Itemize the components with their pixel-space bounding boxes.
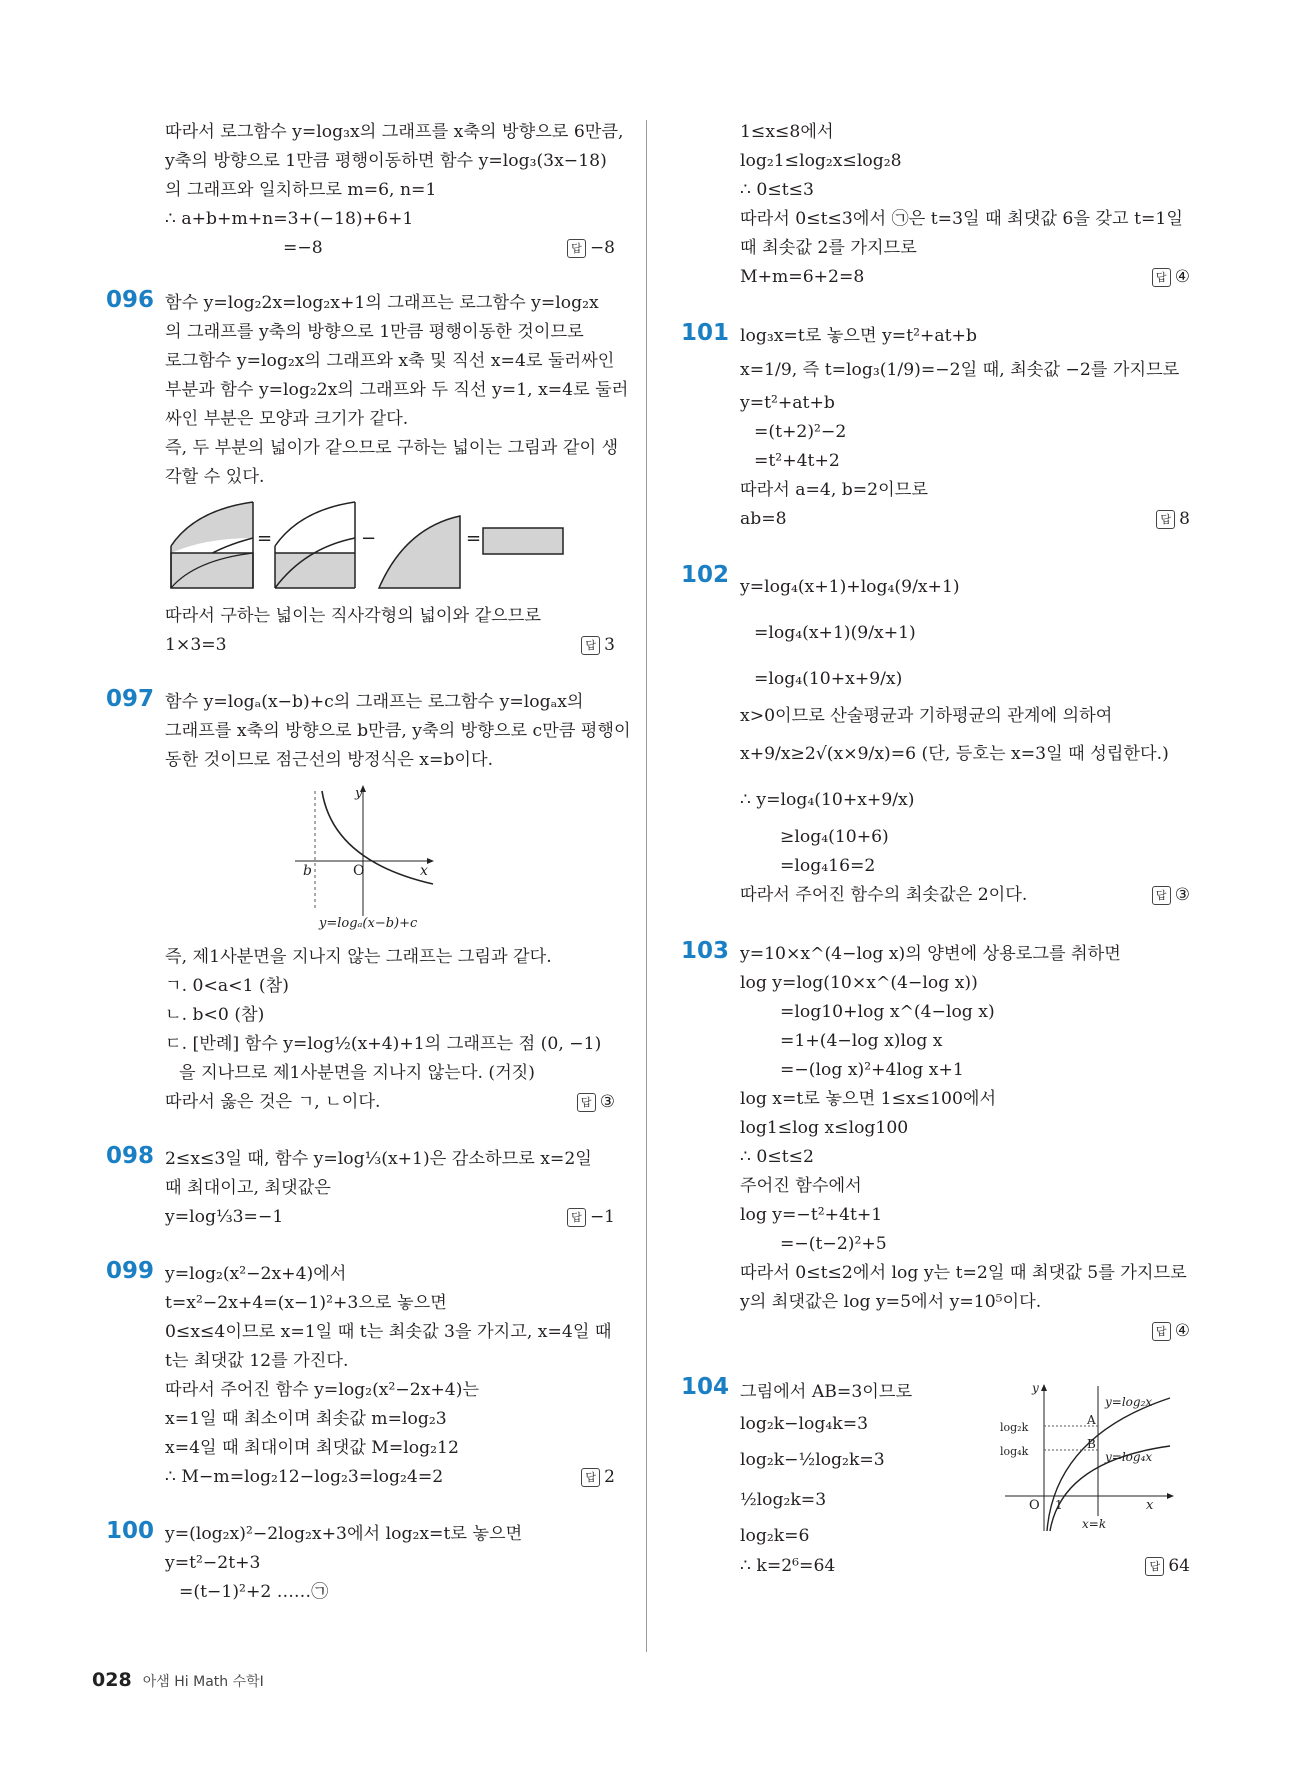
answer-value: ③ [1174, 885, 1190, 905]
text-line: 2≤x≤3일 때, 함수 y=log⅓(x+1)은 감소하므로 x=2일 [165, 1149, 592, 1169]
text-line: log₂1≤log₂x≤log₂8 [740, 151, 902, 171]
curve-label-log4: y=log₄x [1105, 1450, 1153, 1464]
text-line: x=1일 때 최소이며 최솟값 m=log₂3 [165, 1409, 447, 1429]
text-line: ab=8 [740, 509, 787, 529]
text-line: y=log⅓3=−1 [165, 1207, 284, 1227]
log-graph-104 [1000, 1376, 1190, 1536]
text-line: 로그함수 y=log₂x의 그래프와 x축 및 직선 x=4로 둘러싸인 [165, 351, 615, 371]
equals-sign: = [257, 528, 273, 549]
answer-value: 3 [604, 635, 615, 655]
text-line: M+m=6+2=8 [740, 267, 865, 287]
answer-value: 8 [1179, 509, 1190, 529]
text-line: y=log₂(x²−2x+4)에서 [165, 1264, 347, 1284]
text-line: ㄴ. b<0 (참) [165, 1005, 265, 1025]
arrowhead [427, 858, 434, 864]
log2k-label: log₂k [1000, 1421, 1029, 1434]
answer [1152, 881, 1190, 910]
problem-number: 101 [681, 320, 730, 346]
y-axis-label: y [1032, 1381, 1039, 1395]
text-line: log y=−t²+4t+1 [740, 1205, 883, 1225]
text-line: x+9/x≥2√(x×9/x)=6 (단, 등호는 x=3일 때 성립한다.) [740, 744, 1169, 764]
text-line: 부분과 함수 y=log₂2x의 그래프와 두 직선 y=1, x=4로 둘러 [165, 380, 629, 400]
shaded-region [275, 553, 355, 588]
text-line: y축의 방향으로 1만큼 평행이동하면 함수 y=log₃(3x−18) [165, 151, 607, 171]
answer-row [165, 631, 615, 660]
problem-number: 102 [681, 562, 730, 588]
x-equals-k-label: x=k [1082, 1517, 1107, 1531]
text-line: ∴ k=2⁶=64 [740, 1556, 836, 1576]
text-line: =log10+log x^(4−log x) [780, 1002, 995, 1022]
shaded-region [379, 516, 460, 588]
asymptote-label: b [303, 863, 312, 879]
text-line: 때 최대이고, 최댓값은 [165, 1178, 331, 1198]
book-title: 아샘 Hi Math 수학Ⅰ [142, 1674, 264, 1690]
text-line: ½log₂k=3 [740, 1490, 827, 1510]
text-line: 즉, 제1사분면을 지나지 않는 그래프는 그림과 같다. [165, 947, 552, 967]
text-line: 동한 것이므로 점근선의 방정식은 x=b이다. [165, 750, 494, 770]
solution-102 [681, 562, 1190, 910]
arrowhead [1167, 1493, 1174, 1499]
text-line: 따라서 옳은 것은 ㄱ, ㄴ이다. [165, 1092, 381, 1112]
answer-mark: 답 [581, 636, 600, 655]
text-line: ㄱ. 0<a<1 (참) [165, 976, 289, 996]
text-line: 따라서 0≤t≤2에서 log y는 t=2일 때 최댓값 5를 가지므로 [740, 1263, 1187, 1283]
point-b-label: B [1087, 1437, 1096, 1451]
problem-number: 103 [681, 938, 730, 964]
solution-101 [681, 320, 1190, 534]
answer-mark: 답 [567, 1208, 586, 1227]
text-line: y=10×x^(4−log x)의 양변에 상용로그를 취하면 [740, 944, 1121, 964]
text-line: log₂k−½log₂k=3 [740, 1450, 885, 1470]
text-line: log1≤log x≤log100 [740, 1118, 909, 1138]
text-line: 의 그래프를 y축의 방향으로 1만큼 평행이동한 것이므로 [165, 322, 584, 342]
answer [581, 631, 615, 660]
text-line: log₂k=6 [740, 1526, 810, 1546]
text-line: =1+(4−log x)log x [780, 1031, 943, 1051]
text-line: log₂k−log₄k=3 [740, 1414, 869, 1434]
answer-row [165, 1203, 615, 1232]
one-label: 1 [1055, 1498, 1063, 1512]
answer-mark: 답 [1156, 510, 1175, 529]
text-line: =−8 [283, 238, 323, 258]
answer-row [740, 1317, 1190, 1346]
answer-row [165, 234, 615, 263]
answer [567, 1203, 615, 1232]
origin-label: O [353, 863, 365, 879]
text-line: ≥log₄(10+6) [780, 827, 889, 847]
text-line: ∴ 0≤t≤2 [740, 1147, 814, 1167]
text-line: 따라서 0≤t≤3에서 ㉠은 t=3일 때 최댓값 6을 갖고 t=1일 [740, 209, 1183, 229]
answer-mark: 답 [1145, 1557, 1164, 1576]
answer-mark: 답 [1152, 268, 1171, 287]
text-line: ∴ 0≤t≤3 [740, 180, 814, 200]
answer-mark: 답 [577, 1093, 596, 1112]
text-line: =(t−1)²+2 ……㉠ [179, 1582, 329, 1602]
problem-number: 099 [106, 1258, 155, 1284]
text-line: 따라서 주어진 함수 y=log₂(x²−2x+4)는 [165, 1380, 480, 1400]
outline [171, 553, 253, 588]
text-line: ㄷ. [반례] 함수 y=log½(x+4)+1의 그래프는 점 (0, −1) [165, 1034, 602, 1054]
solution-100-continued [695, 118, 1190, 292]
solution-104 [681, 1374, 1190, 1581]
log4k-label: log₄k [1000, 1445, 1029, 1458]
answer-value: 64 [1168, 1556, 1190, 1576]
solution-100 [106, 1518, 615, 1607]
answer-mark: 답 [581, 1468, 600, 1487]
text-line: 각할 수 있다. [165, 467, 265, 487]
shaded-region [275, 502, 355, 553]
text-line: y=t²−2t+3 [165, 1553, 261, 1573]
answer-row [740, 505, 1190, 534]
answer [1152, 1321, 1190, 1341]
answer [581, 1463, 615, 1492]
answer [1156, 505, 1190, 534]
text-line: =log₄(x+1)(9/x+1) [754, 623, 916, 643]
point-a-label: A [1087, 1413, 1096, 1427]
answer [567, 234, 615, 263]
text-line: =(t+2)²−2 [754, 422, 847, 442]
text-line: ∴ a+b+m+n=3+(−18)+6+1 [165, 209, 414, 229]
solution-097 [106, 686, 631, 1117]
answer-row [740, 263, 1190, 292]
text-line: x=1/9, 즉 t=log₃(1/9)=−2일 때, 최솟값 −2를 가지므로 [740, 360, 1180, 380]
answer-value: ③ [599, 1092, 615, 1112]
solution-096 [106, 287, 629, 660]
text-line: t=x²−2x+4=(x−1)²+3으로 놓으면 [165, 1293, 447, 1313]
text-line: 때 최솟값 2를 가지므로 [740, 238, 917, 258]
page-number: 028 [92, 1669, 132, 1691]
log-graph-097 [165, 781, 565, 931]
text-line: =log₄16=2 [780, 856, 876, 876]
x-axis-label: x [1146, 1498, 1154, 1513]
column-divider [646, 120, 647, 1652]
text-line: ∴ y=log₄(10+x+9/x) [740, 790, 915, 810]
x-axis-label: x [420, 863, 428, 879]
right-column [681, 118, 1190, 1581]
text-line: 함수 y=log₂2x=log₂x+1의 그래프는 로그함수 y=log₂x [165, 293, 599, 313]
text-line: 그림에서 AB=3이므로 [740, 1382, 913, 1402]
text-line: y=t²+at+b [740, 393, 835, 413]
solution-103 [681, 938, 1190, 1346]
answer-value: −8 [589, 238, 615, 258]
answer-mark: 답 [1152, 886, 1171, 905]
text-line: y의 최댓값은 log y=5에서 y=10⁵이다. [740, 1292, 1042, 1312]
text-line: 따라서 구하는 넓이는 직사각형의 넓이와 같으므로 [165, 606, 541, 626]
solution-095-continued [120, 118, 624, 263]
text-line: =−(log x)²+4log x+1 [780, 1060, 964, 1080]
problem-number: 098 [106, 1143, 155, 1169]
answer-row [740, 881, 1190, 910]
answer-value: ④ [1174, 1321, 1190, 1341]
text-line: 따라서 로그함수 y=log₃x의 그래프를 x축의 방향으로 6만큼, [165, 122, 624, 142]
text-line: x>0이므로 산술평균과 기하평균의 관계에 의하여 [740, 706, 1113, 726]
text-line: 1≤x≤8에서 [740, 122, 834, 142]
problem-number: 104 [681, 1374, 730, 1400]
problem-number: 097 [106, 686, 155, 712]
text-line: 0≤x≤4이므로 x=1일 때 t는 최솟값 3을 가지고, x=4일 때 [165, 1322, 612, 1342]
area-equivalence-figure [165, 498, 565, 590]
answer-row [165, 1463, 615, 1492]
solution-099 [106, 1258, 615, 1492]
text-line: 따라서 a=4, b=2이므로 [740, 480, 928, 500]
result-rectangle [483, 528, 563, 554]
answer [577, 1088, 615, 1117]
text-line: 싸인 부분은 모양과 크기가 같다. [165, 409, 409, 429]
text-line: y=log₄(x+1)+log₄(9/x+1) [740, 577, 960, 597]
text-line: y=(log₂x)²−2log₂x+3에서 log₂x=t로 놓으면 [165, 1524, 523, 1544]
text-line: x=4일 때 최대이며 최댓값 M=log₂12 [165, 1438, 459, 1458]
text-line: 주어진 함수에서 [740, 1176, 862, 1196]
answer-row [165, 1088, 615, 1117]
answer-mark: 답 [567, 239, 586, 258]
text-line: 따라서 주어진 함수의 최솟값은 2이다. [740, 885, 1028, 905]
text-line: 의 그래프와 일치하므로 m=6, n=1 [165, 180, 437, 200]
text-line: log y=log(10×x^(4−log x)) [740, 973, 978, 993]
problem-number: 100 [106, 1518, 155, 1544]
text-line: 1×3=3 [165, 635, 227, 655]
answer-mark: 답 [1152, 1322, 1171, 1341]
curve-caption: y=logₐ(x−b)+c [319, 916, 418, 931]
text-line: 즉, 두 부분의 넓이가 같으므로 구하는 넓이는 그림과 같이 생 [165, 438, 619, 458]
text-line: =−(t−2)²+5 [780, 1234, 887, 1254]
left-column [106, 118, 631, 1607]
origin-label: O [1029, 1498, 1040, 1513]
answer-value: ④ [1174, 267, 1190, 287]
text-line: log₃x=t로 놓으면 y=t²+at+b [740, 326, 977, 346]
y-axis-label: y [355, 786, 363, 801]
answer-value: 2 [604, 1467, 615, 1487]
text-line: log x=t로 놓으면 1≤x≤100에서 [740, 1089, 997, 1109]
arrowhead [1041, 1384, 1047, 1391]
log-curve [322, 791, 433, 884]
text-line: 함수 y=logₐ(x−b)+c의 그래프는 로그함수 y=logₐx의 [165, 692, 584, 712]
text-line: 을 지나므로 제1사분면을 지나지 않는다. (거짓) [179, 1063, 535, 1083]
answer [1152, 263, 1190, 292]
answer [1145, 1552, 1190, 1581]
equals-sign: = [466, 528, 482, 549]
text-line: =log₄(10+x+9/x) [754, 669, 903, 689]
problem-number: 096 [106, 287, 155, 313]
solution-098 [106, 1143, 615, 1232]
answer-row [740, 1552, 1190, 1581]
page-footer [92, 1669, 264, 1691]
answer-value: −1 [589, 1207, 615, 1227]
text-line: ∴ M−m=log₂12−log₂3=log₂4=2 [165, 1467, 444, 1487]
text-line: 그래프를 x축의 방향으로 b만큼, y축의 방향으로 c만큼 평행이 [165, 721, 631, 741]
text-line: =t²+4t+2 [754, 451, 840, 471]
solution-104-text [740, 1376, 912, 1552]
minus-sign: − [361, 528, 377, 549]
curve-label-log2: y=log₂x [1105, 1395, 1153, 1409]
text-line: t는 최댓값 12를 가진다. [165, 1351, 349, 1371]
